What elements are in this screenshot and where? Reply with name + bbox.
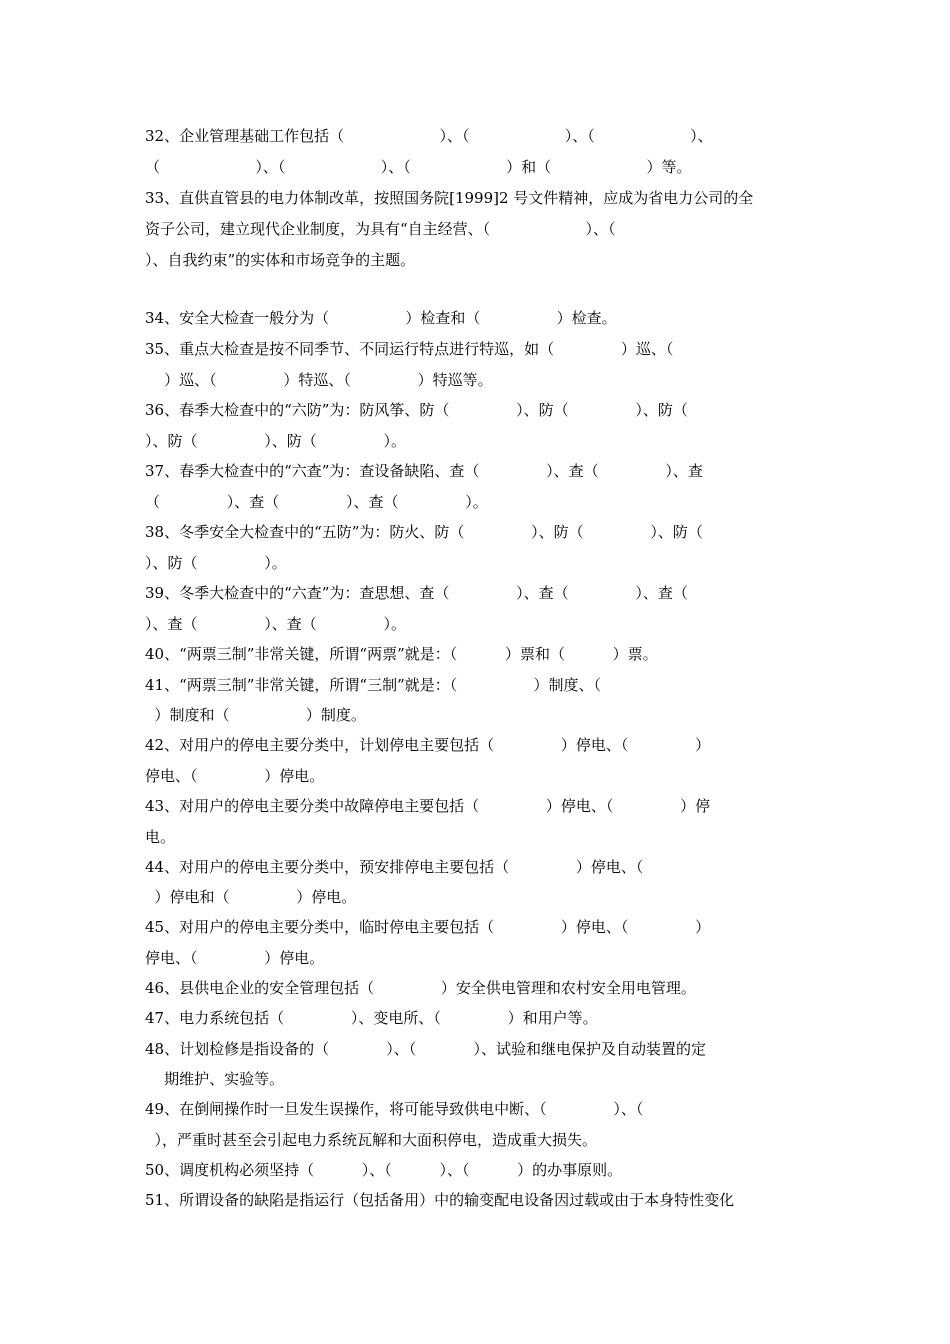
question-32-line-2: （ ）、（ ）、（ ）和（ ）等。 [145,158,692,176]
question-37-line-1: 37、春季大检查中的“六查”为：查设备缺陷、查（ ）、查（ ）、查 [145,462,703,480]
question-41-line-2: ）制度和（ ）制度。 [145,706,366,724]
question-41-line-1: 41、“两票三制”非常关键，所谓“三制”就是：（ ）制度、（ [145,676,602,694]
question-48-line-2: 期维护、实验等。 [145,1070,285,1088]
question-39-line-2: ）、查（ ）、查（ ）。 [145,615,407,633]
question-44-line-1: 44、对用户的停电主要分类中，预安排停电主要包括（ ）停电、（ [145,858,644,876]
question-45-line-2: 停电、（ ）停电。 [145,949,325,967]
question-51: 51、所谓设备的缺陷是指运行（包括备用）中的输变配电设备因过载或由于本身特性变化 [145,1191,735,1209]
question-49-line-1: 49、在倒闸操作时一旦发生误操作，将可能导致供电中断、（ ）、（ [145,1100,644,1118]
question-38-line-2: ）、防（ ）。 [145,554,287,572]
question-38-line-1: 38、冬季安全大检查中的“五防”为：防火、防（ ）、防（ ）、防（ [145,523,703,541]
question-43-line-1: 43、对用户的停电主要分类中故障停电主要包括（ ）停电、（ ）停 [145,797,711,815]
question-33-line-2: 资子公司，建立现代企业制度，为具有“自主经营、（ ）、（ [145,220,616,238]
question-34: 34、安全大检查一般分为（ ）检查和（ ）检查。 [145,309,617,327]
question-42-line-2: 停电、（ ）停电。 [145,767,325,785]
question-46: 46、县供电企业的安全管理包括（ ）安全供电管理和农村安全用电管理。 [145,979,696,997]
question-33-line-1: 33、直供直管县的电力体制改革，按照国务院[1999]2 号文件精神，应成为省电力公司的全 [145,189,754,207]
question-48-line-1: 48、计划检修是指设备的（ ）、（ ）、试验和继电保护及自动装置的定 [145,1040,707,1058]
question-35-line-2: ）巡、（ ）特巡、（ ）特巡等。 [145,371,493,389]
question-37-line-2: （ ）、查（ ）、查（ ）。 [145,493,488,511]
question-33-line-3: ）、自我约束”的实体和市场竞争的主题。 [145,251,416,269]
question-42-line-1: 42、对用户的停电主要分类中，计划停电主要包括（ ）停电、（ ） [145,736,711,754]
question-43-line-2: 电。 [145,828,176,846]
question-39-line-1: 39、冬季大检查中的“六查”为：查思想、查（ ）、查（ ）、查（ [145,584,688,602]
question-32-line-1: 32、企业管理基础工作包括（ ）、（ ）、（ ）、 [145,127,713,145]
question-49-line-2: ），严重时甚至会引起电力系统瓦解和大面积停电，造成重大损失。 [145,1131,598,1149]
question-45-line-1: 45、对用户的停电主要分类中，临时停电主要包括（ ）停电、（ ） [145,918,711,936]
question-35-line-1: 35、重点大检查是按不同季节、不同运行特点进行特巡，如（ ）巡、（ [145,340,674,358]
question-36-line-2: ）、防（ ）、防（ ）。 [145,432,407,450]
question-36-line-1: 36、春季大检查中的“六防”为：防风筝、防（ ）、防（ ）、防（ [145,401,688,419]
question-44-line-2: ）停电和（ ）停电。 [145,888,357,906]
question-40: 40、“两票三制”非常关键，所谓“两票”就是：（ ）票和（ ）票。 [145,645,658,663]
question-50: 50、调度机构必须坚持（ ）、（ ）、（ ）的办事原则。 [145,1161,623,1179]
question-47: 47、电力系统包括（ ）、变电所、（ ）和用户等。 [145,1009,598,1027]
